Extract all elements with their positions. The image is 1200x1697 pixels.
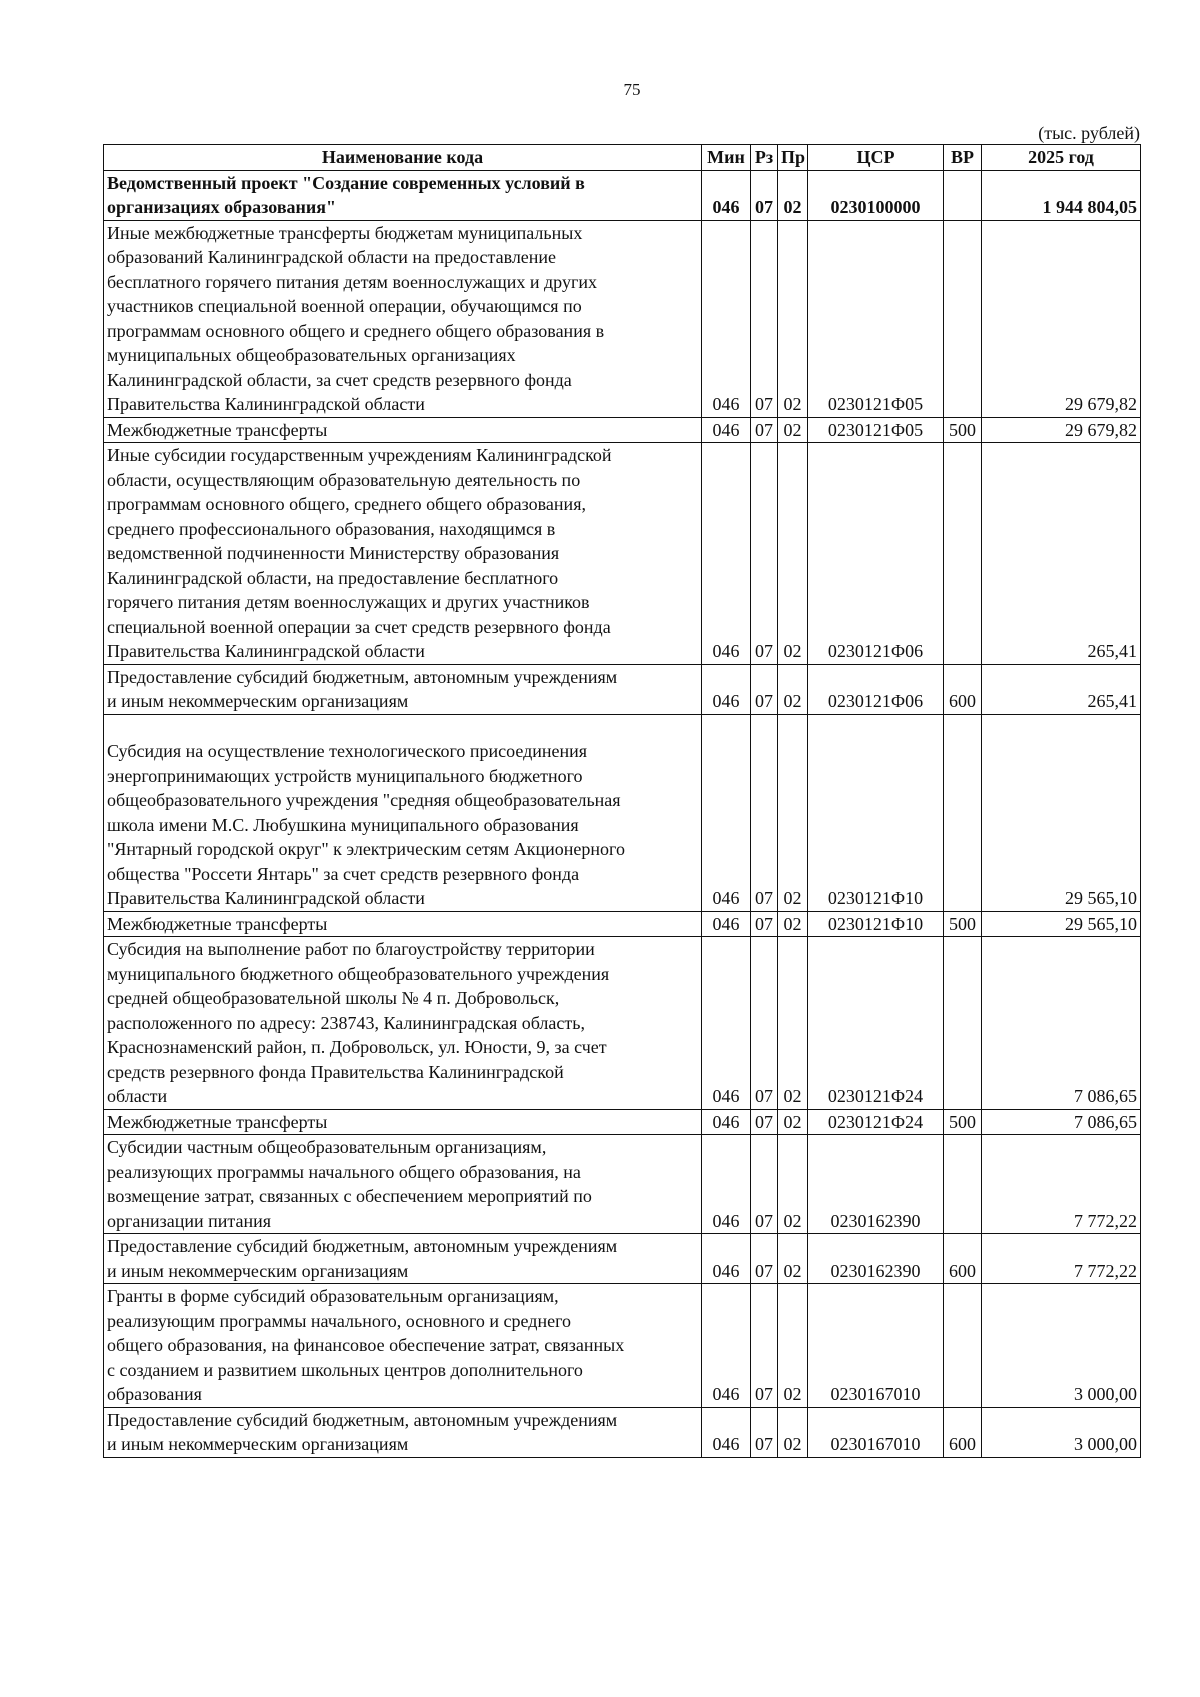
cell-name-line: Краснознаменский район, п. Добровольск, ул. Юности, 9, за счет	[107, 1037, 607, 1057]
cell-csr: 0230121Ф10	[808, 714, 944, 911]
cell-name-line: программам основного общего, среднего общего образования,	[107, 494, 586, 514]
cell-name-line: и иным некоммерческим организациям	[107, 691, 409, 711]
cell-pr: 02	[778, 1407, 808, 1457]
cell-rz: 07	[751, 937, 778, 1110]
cell-min: 046	[702, 664, 751, 714]
table-row	[104, 170, 1141, 220]
cell-name	[104, 1284, 702, 1408]
cell-name-line: с созданием и развитием школьных центров дополнительного	[107, 1359, 583, 1380]
cell-name-line: организации питания	[107, 1210, 272, 1231]
cell-name-line: специальной военной операции за счет средств резервного фонда	[107, 616, 611, 637]
cell-name-line: области	[107, 1086, 168, 1106]
cell-name-line: Межбюджетные трансферты	[107, 419, 328, 440]
cell-name	[104, 1234, 702, 1284]
cell-csr: 0230121Ф05	[808, 417, 944, 443]
cell-csr: 0230162390	[808, 1135, 944, 1234]
cell-csr: 0230167010	[808, 1284, 944, 1408]
cell-amount: 29 565,10	[982, 911, 1141, 937]
table-row	[104, 664, 1141, 714]
cell-name-line: Калининградской области, за счет средств резервного фонда	[107, 369, 572, 390]
cell-vr	[944, 443, 982, 665]
cell-name-line: ведомственной подчиненности Министерству образования	[107, 543, 560, 563]
cell-vr	[944, 714, 982, 911]
cell-name	[104, 1407, 702, 1457]
cell-pr: 02	[778, 220, 808, 417]
cell-amount: 1 944 804,05	[982, 170, 1141, 220]
cell-min: 046	[702, 417, 751, 443]
cell-name-line: Субсидии частным общеобразовательным организациям,	[107, 1137, 547, 1157]
cell-vr	[944, 1135, 982, 1234]
cell-name-line: реализующих программы начального общего образования, на	[107, 1161, 581, 1182]
cell-name-line: и иным некоммерческим организациям	[107, 1434, 409, 1454]
cell-csr: 0230100000	[808, 170, 944, 220]
cell-name-line: Калининградской области, на предоставление бесплатного	[107, 567, 559, 588]
table-row	[104, 220, 1141, 417]
cell-vr: 500	[944, 417, 982, 443]
cell-name-line: образования	[107, 1384, 202, 1404]
cell-amount: 7 772,22	[982, 1135, 1141, 1234]
table-body	[104, 170, 1141, 1457]
cell-name-line: энергопринимающих устройств муниципального бюджетного	[107, 765, 583, 786]
cell-pr: 02	[778, 1284, 808, 1408]
cell-vr: 500	[944, 911, 982, 937]
cell-name-line: Межбюджетные трансферты	[107, 913, 328, 934]
cell-min: 046	[702, 714, 751, 911]
units-note: (тыс. рублей)	[1038, 123, 1140, 143]
cell-name	[104, 664, 702, 714]
cell-pr: 02	[778, 937, 808, 1110]
cell-name-line: расположенного по адресу: 238743, Калининградская область,	[107, 1012, 585, 1033]
header-csr: ЦСР	[808, 145, 944, 171]
cell-pr: 02	[778, 1135, 808, 1234]
cell-name-line: области, осуществляющим образовательную деятельность по	[107, 469, 581, 490]
cell-name-line: Правительства Калининградской области	[107, 888, 425, 908]
cell-csr: 0230121Ф24	[808, 1109, 944, 1135]
table-row	[104, 1135, 1141, 1234]
cell-name-line: Правительства Калининградской области	[107, 394, 425, 414]
cell-name-line: образований Калининградской области на предоставление	[107, 247, 557, 267]
cell-pr: 02	[778, 714, 808, 911]
header-year: 2025 год	[982, 145, 1141, 171]
cell-name-line: Субсидия на осуществление технологического присоединения	[107, 741, 588, 761]
cell-min: 046	[702, 170, 751, 220]
cell-name-line: Предоставление субсидий бюджетным, автономным учреждениям	[107, 666, 618, 687]
cell-csr: 0230121Ф05	[808, 220, 944, 417]
cell-name-line: Межбюджетные трансферты	[107, 1111, 328, 1132]
cell-name-line: участников специальной военной операции, обучающимся по	[107, 296, 582, 316]
cell-rz: 07	[751, 1407, 778, 1457]
cell-min: 046	[702, 220, 751, 417]
cell-csr: 0230121Ф24	[808, 937, 944, 1110]
cell-name-line: Предоставление субсидий бюджетным, автономным учреждениям	[107, 1409, 618, 1430]
cell-name-line: муниципальных общеобразовательных организациях	[107, 345, 516, 365]
cell-vr: 500	[944, 1109, 982, 1135]
cell-name-line: Субсидия на выполнение работ по благоустройству территории	[107, 939, 595, 959]
cell-name	[104, 937, 702, 1110]
cell-min: 046	[702, 1407, 751, 1457]
cell-pr: 02	[778, 170, 808, 220]
cell-rz: 07	[751, 1109, 778, 1135]
header-pr: Пр	[778, 145, 808, 171]
cell-rz: 07	[751, 443, 778, 665]
cell-csr: 0230162390	[808, 1234, 944, 1284]
cell-csr: 0230167010	[808, 1407, 944, 1457]
header-name: Наименование кода	[104, 145, 702, 171]
cell-rz: 07	[751, 1284, 778, 1408]
budget-table	[103, 144, 1141, 1458]
cell-name	[104, 1109, 702, 1135]
table-row	[104, 1284, 1141, 1408]
cell-name-line: Предоставление субсидий бюджетным, автономным учреждениям	[107, 1236, 618, 1256]
cell-name-line: школа имени М.С. Любушкина муниципального образования	[107, 814, 579, 835]
cell-amount: 29 565,10	[982, 714, 1141, 911]
cell-min: 046	[702, 1135, 751, 1234]
cell-vr: 600	[944, 664, 982, 714]
cell-name-line	[107, 715, 698, 740]
cell-name-line: программам основного общего и среднего общего образования в	[107, 320, 605, 341]
cell-rz: 07	[751, 417, 778, 443]
table-row	[104, 937, 1141, 1110]
cell-name-line: средств резервного фонда Правительства Калининградской	[107, 1061, 564, 1082]
cell-min: 046	[702, 911, 751, 937]
cell-vr	[944, 937, 982, 1110]
cell-rz: 07	[751, 1234, 778, 1284]
cell-min: 046	[702, 937, 751, 1110]
cell-pr: 02	[778, 417, 808, 443]
cell-amount: 29 679,82	[982, 417, 1141, 443]
table-row	[104, 1407, 1141, 1457]
cell-rz: 07	[751, 1135, 778, 1234]
cell-vr	[944, 220, 982, 417]
cell-pr: 02	[778, 1234, 808, 1284]
cell-name-line: средней общеобразовательной школы № 4 п. Добровольск,	[107, 988, 560, 1008]
cell-min: 046	[702, 1234, 751, 1284]
cell-vr: 600	[944, 1234, 982, 1284]
cell-pr: 02	[778, 664, 808, 714]
table-row	[104, 1234, 1141, 1284]
cell-name	[104, 1135, 702, 1234]
table-row	[104, 417, 1141, 443]
cell-name-line: среднего профессионального образования, находящимся в	[107, 518, 556, 539]
cell-name-line: Ведомственный проект "Создание современных условий в	[107, 172, 585, 193]
table-row	[104, 911, 1141, 937]
cell-csr: 0230121Ф06	[808, 664, 944, 714]
cell-csr: 0230121Ф06	[808, 443, 944, 665]
page-number: 75	[623, 80, 641, 99]
cell-name-line: и иным некоммерческим организациям	[107, 1260, 409, 1281]
cell-name-line: общества "Россети Янтарь" за счет средств резервного фонда	[107, 863, 580, 884]
table-row	[104, 1109, 1141, 1135]
cell-amount: 29 679,82	[982, 220, 1141, 417]
cell-name-line: организациях образования"	[107, 197, 337, 217]
cell-name	[104, 170, 702, 220]
cell-csr: 0230121Ф10	[808, 911, 944, 937]
cell-amount: 7 086,65	[982, 937, 1141, 1110]
cell-min: 046	[702, 1284, 751, 1408]
cell-pr: 02	[778, 1109, 808, 1135]
cell-name-line: возмещение затрат, связанных с обеспечением мероприятий по	[107, 1186, 592, 1206]
cell-name-line: муниципального бюджетного общеобразовательного учреждения	[107, 963, 610, 984]
cell-min: 046	[702, 1109, 751, 1135]
cell-amount: 7 086,65	[982, 1109, 1141, 1135]
cell-amount: 3 000,00	[982, 1284, 1141, 1408]
cell-name-line: горячего питания детям военнослужащих и других участников	[107, 592, 590, 612]
cell-name	[104, 220, 702, 417]
cell-name-line: бесплатного горячего питания детям военнослужащих и других	[107, 271, 597, 292]
cell-name-line: общего образования, на финансовое обеспечение затрат, связанных	[107, 1335, 625, 1355]
cell-amount: 3 000,00	[982, 1407, 1141, 1457]
cell-rz: 07	[751, 170, 778, 220]
cell-name-line: "Янтарный городской округ" к электрическим сетям Акционерного	[107, 839, 625, 859]
cell-rz: 07	[751, 664, 778, 714]
header-row	[104, 145, 1141, 171]
cell-amount: 265,41	[982, 443, 1141, 665]
cell-name	[104, 911, 702, 937]
cell-name	[104, 443, 702, 665]
header-vr: ВР	[944, 145, 982, 171]
cell-name	[104, 714, 702, 911]
cell-vr	[944, 170, 982, 220]
cell-rz: 07	[751, 911, 778, 937]
cell-amount: 265,41	[982, 664, 1141, 714]
cell-name-line: Иные субсидии государственным учреждениям Калининградской	[107, 445, 612, 465]
cell-min: 046	[702, 443, 751, 665]
table-header	[104, 145, 1141, 171]
header-rz: Рз	[751, 145, 778, 171]
table-row	[104, 443, 1141, 665]
cell-pr: 02	[778, 911, 808, 937]
cell-amount: 7 772,22	[982, 1234, 1141, 1284]
cell-rz: 07	[751, 220, 778, 417]
cell-name-line: общеобразовательного учреждения "средняя общеобразовательная	[107, 790, 621, 810]
cell-name-line: Правительства Калининградской области	[107, 641, 425, 661]
cell-name-line: Иные межбюджетные трансферты бюджетам муниципальных	[107, 222, 583, 243]
table-row	[104, 714, 1141, 911]
cell-name	[104, 417, 702, 443]
cell-vr	[944, 1284, 982, 1408]
cell-name-line: Гранты в форме субсидий образовательным организациям,	[107, 1286, 559, 1306]
cell-pr: 02	[778, 443, 808, 665]
cell-rz: 07	[751, 714, 778, 911]
header-min: Мин	[702, 145, 751, 171]
cell-vr: 600	[944, 1407, 982, 1457]
cell-name-line: реализующим программы начального, основного и среднего	[107, 1310, 572, 1331]
